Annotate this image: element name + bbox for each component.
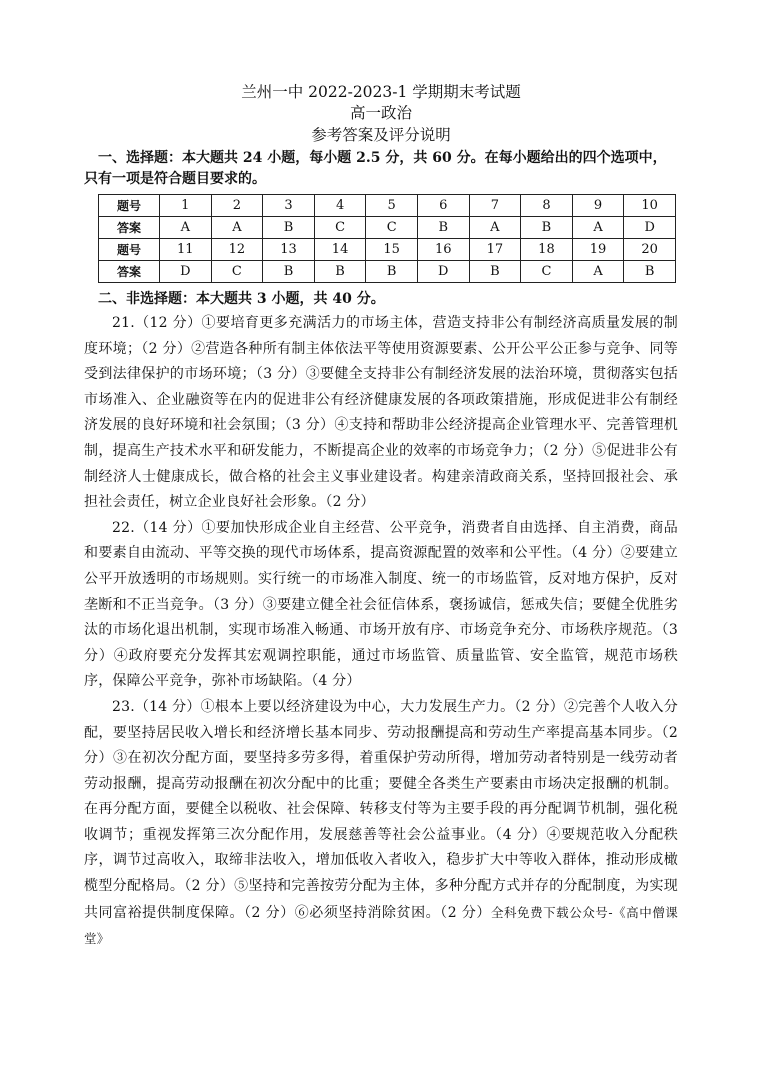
table-cell: C <box>211 261 263 283</box>
table-cell: 3 <box>263 195 315 217</box>
table-cell: B <box>624 261 676 283</box>
table-cell: A <box>572 217 624 239</box>
table-cell: A <box>469 217 521 239</box>
table-cell: 7 <box>469 195 521 217</box>
table-cell: C <box>314 217 366 239</box>
table-row <box>99 195 676 217</box>
exam-title: 兰州一中 2022-2023-1 学期期末考试题 <box>241 83 521 101</box>
table-cell: 20 <box>624 239 676 261</box>
table-cell: 15 <box>366 239 418 261</box>
table-cell: B <box>314 261 366 283</box>
table-cell: A <box>160 217 212 239</box>
table-cell: 13 <box>263 239 315 261</box>
question-23-answer <box>84 695 678 953</box>
table-cell: 10 <box>624 195 676 217</box>
row-label: 题号 <box>99 195 160 217</box>
table-cell: A <box>572 261 624 283</box>
table-cell: B <box>263 261 315 283</box>
table-cell: 12 <box>211 239 263 261</box>
table-cell: B <box>469 261 521 283</box>
table-cell: 14 <box>314 239 366 261</box>
table-cell: B <box>417 217 469 239</box>
question-21-answer: 21.（12 分）①要培育更多充满活力的市场主体，营造支持非公有制经济高质量发展的制度环境；（2 分）②营造各种所有制主体依法平等使用资源要素、公开公平公正参与竞争、同等受到法律保护的市场环境；（3 分）③要健全支持非公有制经济发展的法治环境，贯彻落实包括市场准入、企业融资等在内的促进非公有经济健康发展的各项政策措施，形成促进非公有制经济发展的良好环境和社会氛围；（3 分）④支持和帮助非公经济提高企业管理水平、完善管理机制，提高生产技术水平和研发能力，不断提高企业的效率的市场竞争力；（2 分）⑤促进非公有制经济人士健康成长，做合格的社会主义事业建设者。构建亲清政商关系，坚持回报社会、承担社会责任，树立企业良好社会形象。（2 分） <box>84 315 678 511</box>
table-cell: D <box>160 261 212 283</box>
table-row <box>99 217 676 239</box>
section1-intro: 一、选择题：本大题共 24 小题，每小题 2.5 分，共 60 分。在每小题给出的四个选项中，只有一项是符合题目要求的。 <box>84 150 667 187</box>
table-cell: 1 <box>160 195 212 217</box>
table-cell: 16 <box>417 239 469 261</box>
subject-title: 高一政治 <box>349 104 412 122</box>
table-cell: C <box>366 217 418 239</box>
row-label: 题号 <box>99 239 160 261</box>
table-cell: B <box>366 261 418 283</box>
row-label: 答案 <box>99 261 160 283</box>
question-22-answer: 22.（14 分）①要加快形成企业自主经营、公平竞争，消费者自由选择、自主消费，商品和要素自由流动、平等交换的现代市场体系，提高资源配置的效率和公平性。（4 分）②要建立公平开放透明的市场规则。实行统一的市场准入制度、统一的市场监管，反对地方保护，反对垄断和不正当竞争。（3 分）③要建立健全社会征信体系，褒扬诚信，惩戒失信；要健全优胜劣汰的市场化退出机制，实现市场准入畅通、市场开放有序、市场竞争充分、市场秩序规范。（3 分）④政府要充分发挥其宏观调控职能，通过市场监管、质量监管、安全监管，规范市场秩序，保障公平竞争，弥补市场缺陷。（4 分） <box>84 519 678 690</box>
table-cell: B <box>263 217 315 239</box>
answer-table <box>98 194 676 283</box>
table-cell: 19 <box>572 239 624 261</box>
table-cell: 17 <box>469 239 521 261</box>
table-cell: C <box>521 261 573 283</box>
table-cell: 5 <box>366 195 418 217</box>
table-cell: D <box>624 217 676 239</box>
row-label: 答案 <box>99 217 160 239</box>
table-row <box>99 239 676 261</box>
table-row <box>99 261 676 283</box>
table-cell: D <box>417 261 469 283</box>
table-cell: A <box>211 217 263 239</box>
section2-heading: 二、非选择题：本大题共 3 小题，共 40 分。 <box>98 291 385 307</box>
table-cell: 4 <box>314 195 366 217</box>
table-cell: B <box>521 217 573 239</box>
table-cell: 2 <box>211 195 263 217</box>
download-footnote: 全科免费下载公众号-《高中僧课堂》 <box>84 904 678 947</box>
section2-intro <box>84 287 678 311</box>
document-page <box>84 82 678 953</box>
table-cell: 8 <box>521 195 573 217</box>
table-cell: 11 <box>160 239 212 261</box>
table-cell: 6 <box>417 195 469 217</box>
table-cell: 9 <box>572 195 624 217</box>
answer-key-title: 参考答案及评分说明 <box>311 126 451 144</box>
question-23-text: 23.（14 分）①根本上要以经济建设为中心，大力发展生产力。（2 分）②完善个人收入分配，要坚持居民收入增长和经济增长基本同步、劳动报酬提高和劳动生产率提高基本同步。（2 分）③在初次分配方面，要坚持多劳多得，着重保护劳动所得，增加劳动者特别是一线劳动者劳动报酬，提高劳动报酬在初次分配中的比重；要健全各类生产要素由市场决定报酬的机制。在再分配方面，要健全以税收、社会保障、转移支付等为主要手段的再分配调节机制，强化税收调节；重视发挥第三次分配作用，发展慈善等社会公益事业。（4 分）④要规范收入分配秩序，调节过高收入，取缔非法收入，增加低收入者收入，稳步扩大中等收入群体，推动形成橄榄型分配格局。（2 分）⑤坚持和完善按劳分配为主体，多种分配方式并存的分配制度，为实现共同富裕提供制度保障。（2 分）⑥必须坚持消除贫困。（2 分） <box>84 698 678 921</box>
table-cell: 18 <box>521 239 573 261</box>
